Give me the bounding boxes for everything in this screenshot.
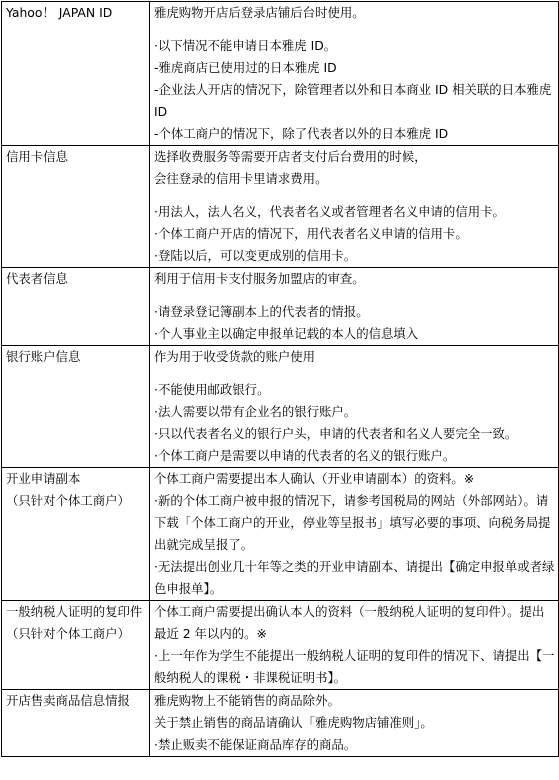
row-label-text: 开店售卖商品信息情报 <box>6 693 130 708</box>
table-row-yahoo-japan-id <box>2 2 559 146</box>
content-line: 会往登录的信用卡里请求费用。 <box>154 171 328 186</box>
blank-line <box>154 290 555 301</box>
content-line: ·禁止贩卖不能保证商品库存的商品。 <box>154 737 357 752</box>
row-label-cell <box>2 2 150 146</box>
table-row-taxpayer-certificate-copy <box>2 601 559 690</box>
content-line: ·无法提出创业几十年等之类的开业申请副本、请提出【确定申报单或者绿色申报单】。 <box>154 559 555 596</box>
content-line: ·以下情况不能申请日本雅虎 ID。 <box>154 38 337 53</box>
row-label-cell <box>2 690 150 757</box>
content-line: ·只以代表者名义的银行户头，申请的代表者和名义人要完全一致。 <box>154 426 518 441</box>
row-content-cell <box>150 2 559 146</box>
content-line: ·请登录登记簿副本上的代表者的情报。 <box>154 304 369 319</box>
content-line: ·新的个体工商户被申报的情况下，请参考国税局的网站（外部网站）。请下载「个体工商户的开业，停业等呈报书」填写必要的事项、向税务局提出就完成呈报了。 <box>154 493 551 552</box>
row-label-cell <box>2 601 150 690</box>
content-line: -个体工商户的情况下，除了代表者以外的日本雅虎 ID <box>154 126 449 141</box>
content-line: 选择收费服务等需要开店者支付后台费用的时候， <box>154 149 427 164</box>
row-label-cell <box>2 468 150 601</box>
row-label-text: 开业申请副本 <box>6 471 81 486</box>
row-content-cell <box>150 468 559 601</box>
row-label-text: Yahoo！ JAPAN ID <box>6 5 113 20</box>
content-line: 利用于信用卡支付服务加盟店的审查。 <box>154 271 365 286</box>
row-label-text: 银行账户信息 <box>6 349 81 364</box>
row-label-text: 一般纳税人证明的复印件（只针对个体工商户） <box>6 604 143 641</box>
content-line: 个体工商户需要提出本人确认（开业申请副本）的资料。※ <box>154 471 475 486</box>
row-label-text: （只针对个体工商户） <box>6 493 130 508</box>
content-line: -雅虎商店已使用过的日本雅虎 ID <box>154 60 337 75</box>
requirements-table-body <box>2 2 559 757</box>
content-line: -企业法人开店的情况下，除管理者以外和日本商业 ID 相关联的日本雅虎 ID <box>154 82 552 119</box>
row-content-cell <box>150 146 559 268</box>
content-line: 作为用于收受货款的账户使用 <box>154 349 316 364</box>
row-content-cell <box>150 690 559 757</box>
table-row-representative-info <box>2 268 559 346</box>
content-line: ·个人事业主以确定申报单记载的本人的信息填入 <box>154 326 419 341</box>
content-line: ·用法人，法人名义，代表者名义或者管理者名义申请的信用卡。 <box>154 204 505 219</box>
content-line: ·登陆以后，可以变更成别的信用卡。 <box>154 248 357 263</box>
table-row-business-registration-copy <box>2 468 559 601</box>
content-line: 关于禁止销售的商品请确认「雅虎购物店铺准则」。 <box>154 715 433 730</box>
blank-line <box>154 24 555 35</box>
content-line: ·法人需要以带有企业名的银行账户。 <box>154 404 357 419</box>
row-label-cell <box>2 146 150 268</box>
blank-line <box>154 190 555 201</box>
row-label-text: 信用卡信息 <box>6 149 68 164</box>
content-line: ·个体工商户是需要以申请的代表者的名义的银行账户。 <box>154 448 456 463</box>
blank-line <box>154 368 555 379</box>
row-label-cell <box>2 346 150 468</box>
content-line: ·不能使用邮政银行。 <box>154 382 270 397</box>
content-line: 雅虎购物上不能销售的商品除外。 <box>154 693 340 708</box>
requirements-table <box>1 1 559 757</box>
table-row-bank-account-info <box>2 346 559 468</box>
row-content-cell <box>150 346 559 468</box>
table-row-credit-card-info <box>2 146 559 268</box>
row-content-cell <box>150 268 559 346</box>
content-line: ·上一年作为学生不能提出一般纳税人证明的复印件的情况下、请提出【一般纳税人的课税・非课税证明书】。 <box>154 648 555 685</box>
row-content-cell <box>150 601 559 690</box>
content-line: 雅虎购物开店后登录店铺后台时使用。 <box>154 5 365 20</box>
table-row-store-product-info <box>2 690 559 757</box>
content-line: 个体工商户需要提出确认本人的资料（一般纳税人证明的复印件）。提出最近 2 年以内的。※ <box>154 604 545 641</box>
row-label-cell <box>2 268 150 346</box>
content-line: ·个体工商户开店的情况下，用代表者名义申请的信用卡。 <box>154 226 468 241</box>
row-label-text: 代表者信息 <box>6 271 68 286</box>
